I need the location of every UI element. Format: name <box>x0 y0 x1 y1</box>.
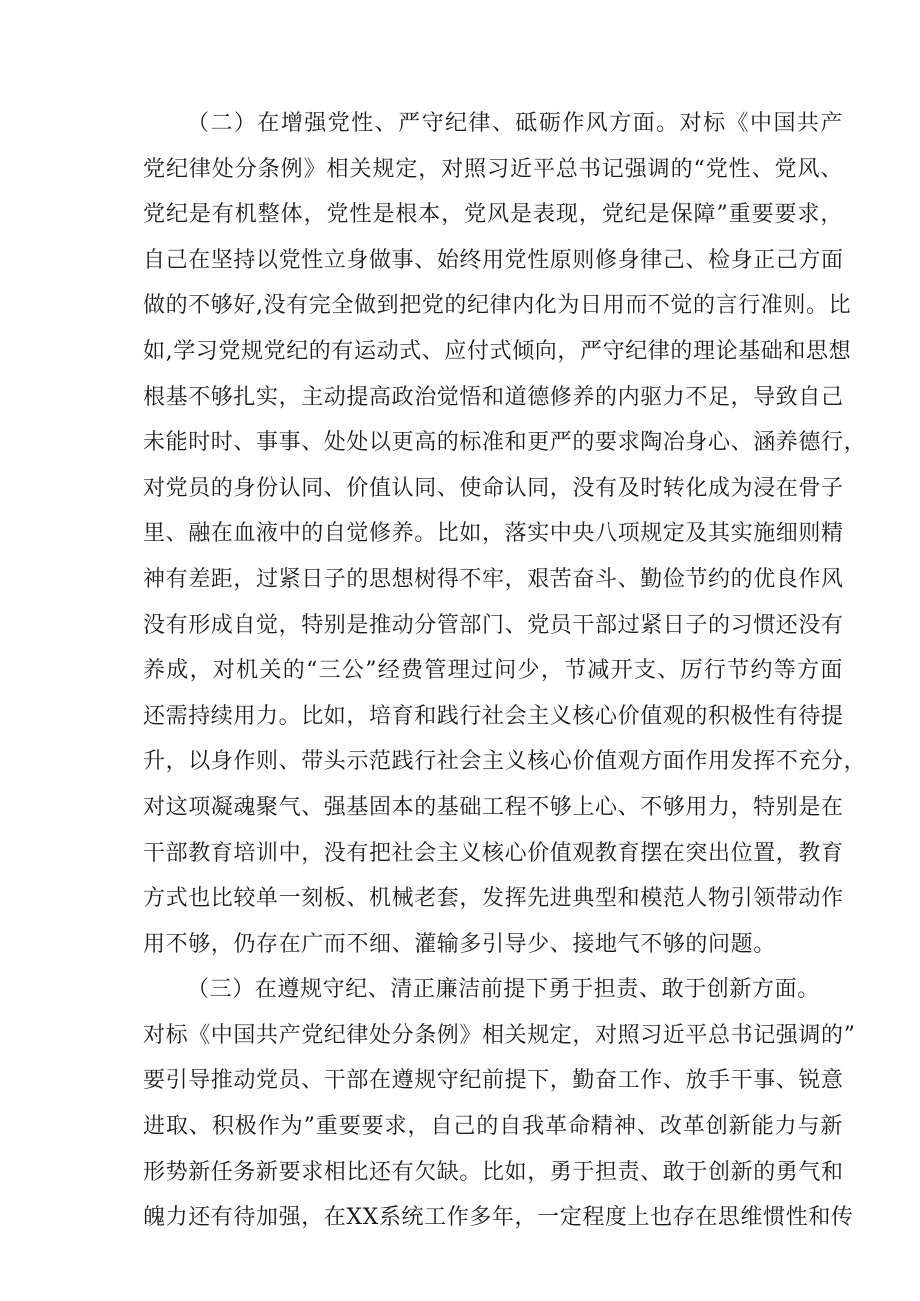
text-line: 对党员的身份认同、价值认同、使命认同，没有及时转化成为浸在骨子 <box>143 475 844 501</box>
text-line: 进取、积极作为”重要要求，自己的自我革命精神、改革创新能力与新 <box>143 1114 843 1140</box>
text-line: 形势新任务新要求相比还有欠缺。比如，勇于担责、敢于创新的勇气和 <box>143 1159 844 1185</box>
text-line: 干部教育培训中，没有把社会主义核心价值观教育摆在突出位置，教育 <box>143 840 844 866</box>
text-line: 做的不够好,没有完全做到把党的纪律内化为日用而不觉的言行准则。比 <box>143 293 852 319</box>
text-line: 党纪是有机整体，党性是根本，党风是表现，党纪是保障”重要要求， <box>143 202 843 228</box>
text-line: 没有形成自觉，特别是推动分管部门、党员干部过紧日子的习惯还没有 <box>143 612 844 638</box>
text-line: 升，以身作则、带头示范践行社会主义核心价值观方面作用发挥不充分， <box>143 749 867 775</box>
text-line: 魄力还有待加强，在XX系统工作多年，一定程度上也存在思维惯性和传 <box>143 1205 854 1231</box>
paragraph-2-last-line: 用不够，仍存在广而不细、灌输多引导少、接地气不够的问题。 <box>143 931 776 957</box>
paragraph-2-heading-line: （二）在增强党性、严守纪律、砥砺作风方面。对标《中国共产 <box>187 111 843 136</box>
text-line: 神有差距，过紧日子的思想树得不牢，艰苦奋斗、勤俭节约的优良作风 <box>143 566 844 592</box>
text-line: 对这项凝魂聚气、强基固本的基础工程不够上心、不够用力，特别是在 <box>143 794 844 820</box>
text-line: 养成，对机关的“三公”经费管理过问少，节减开支、厉行节约等方面 <box>143 658 843 684</box>
text-line: 方式也比较单一刻板、机械老套，发挥先进典型和模范人物引领带动作 <box>143 886 844 912</box>
text-line: 根基不够扎实，主动提高政治觉悟和道德修养的内驱力不足，导致自己 <box>143 384 844 410</box>
text-line: 未能时时、事事、处处以更高的标准和更严的要求陶冶身心、涵养德行， <box>143 430 867 456</box>
text-line: 里、融在血液中的自觉修养。比如，落实中央八项规定及其实施细则精 <box>143 521 844 547</box>
paragraph-3-heading-line: （三）在遵规守纪、清正廉洁前提下勇于担责、敢于创新方面。 <box>187 977 820 1003</box>
text-line: 党纪律处分条例》相关规定，对照习近平总书记强调的“党性、党风、 <box>143 156 843 182</box>
text-line: 对标《中国共产党纪律处分条例》相关规定，对照习近平总书记强调的” <box>143 1022 856 1048</box>
text-line: 自己在坚持以党性立身做事、始终用党性原则修身律己、检身正己方面 <box>143 247 844 273</box>
text-line: 还需持续用力。比如，培育和践行社会主义核心价值观的积极性有待提 <box>143 703 844 729</box>
text-line: 要引导推动党员、干部在遵规守纪前提下，勤奋工作、放手干事、锐意 <box>143 1068 844 1094</box>
text-line: 如,学习党规党纪的有运动式、应付式倾向，严守纪律的理论基础和思想 <box>143 338 852 364</box>
document-body <box>143 101 867 1241</box>
